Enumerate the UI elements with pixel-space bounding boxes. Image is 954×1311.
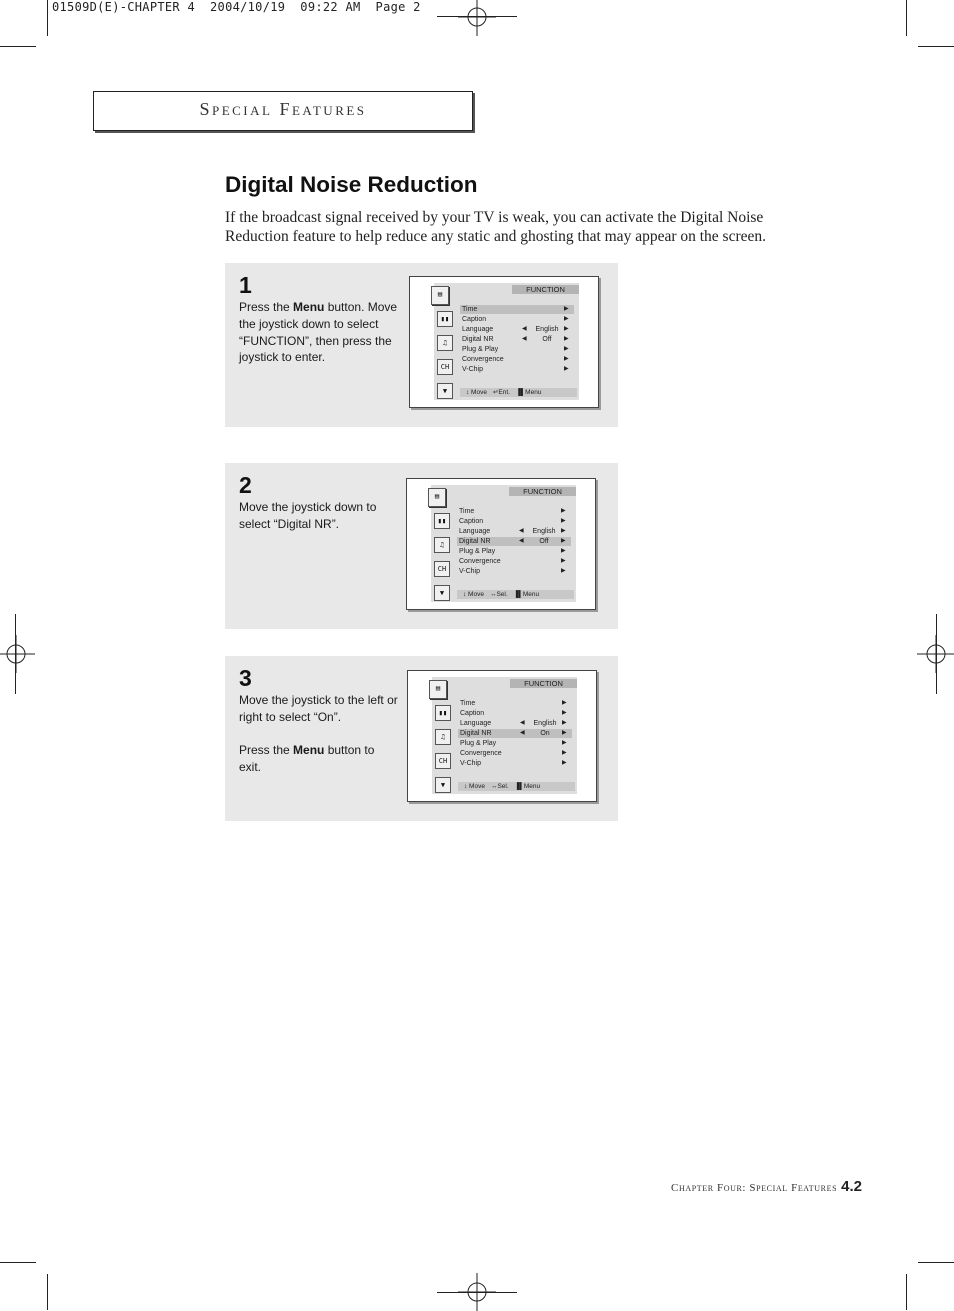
menu-item-vchip: V-Chip ▶ [460, 760, 567, 767]
menu-item-plug-play: Plug & Play ▶ [460, 740, 567, 747]
channel-icon: CH [435, 753, 451, 769]
function-menu [434, 283, 579, 400]
step-1 [225, 263, 618, 427]
menu-item-vchip: V-Chip ▶ [459, 568, 566, 575]
registration-mark-icon [917, 635, 954, 673]
function-menu [432, 677, 577, 794]
page-heading: Digital Noise Reduction [225, 172, 478, 197]
function-icon: ▮▮ [435, 705, 451, 721]
crop-mark [906, 1274, 907, 1310]
section-title: Special Features [199, 99, 367, 119]
step-3 [225, 656, 618, 821]
menu-item-language: Language ◀ English ▶ [460, 720, 567, 727]
picture-icon: ▤ [431, 286, 449, 305]
chapter-label: Chapter Four: Special Features [671, 1182, 838, 1194]
menu-item-plug-play: Plug & Play ▶ [462, 346, 569, 353]
step-number: 2 [239, 472, 252, 498]
menu-item-convergence: Convergence ▶ [460, 750, 567, 757]
menu-item-plug-play: Plug & Play ▶ [459, 548, 566, 555]
menu-item-caption: Caption ▶ [459, 518, 566, 525]
menu-header: FUNCTION [510, 679, 577, 688]
crop-mark [47, 1274, 48, 1310]
crop-mark [906, 0, 907, 36]
intro-paragraph: If the broadcast signal received by your TV is weak, you can activate the Digital Noise Reduction feature to help reduce any static and ghosting that may appear on the screen. [225, 209, 767, 245]
crop-mark [918, 46, 954, 47]
step-2 [225, 463, 618, 629]
step-number: 3 [239, 665, 252, 691]
menu-item-caption: Caption ▶ [462, 316, 569, 323]
channel-icon: CH [434, 561, 450, 577]
registration-mark-icon [458, 0, 496, 36]
menu-item-convergence: Convergence ▶ [459, 558, 566, 565]
menu-icon-column [432, 677, 454, 794]
menu-header: FUNCTION [509, 487, 576, 496]
menu-button-ref: Menu [293, 743, 325, 758]
setup-icon: ▼ [437, 383, 453, 399]
sound-icon: ♫ [434, 537, 450, 553]
menu-button-ref: Menu [293, 300, 325, 314]
menu-header: FUNCTION [512, 285, 579, 294]
menu-item-caption: Caption ▶ [460, 710, 567, 717]
setup-icon: ▼ [434, 585, 450, 601]
picture-icon: ▤ [428, 488, 446, 507]
step-instructions: Move the joystick to the left or right to select “On”. Press the Menu button to exit. [239, 693, 398, 775]
menu-item-language: Language ◀ English ▶ [459, 528, 566, 535]
crop-mark [0, 46, 36, 47]
menu-item-time: Time ▶ [460, 700, 567, 707]
print-slug: 01509D(E)-CHAPTER 4 2004/10/19 09:22 AM Page 2 [52, 0, 421, 14]
menu-item-language: Language ◀ English ▶ [462, 326, 569, 333]
menu-hint-bar: ↕ Move ↵Ent. ▐▌Menu [460, 388, 577, 397]
menu-item-digital-nr: Digital NR ◀ On ▶ [458, 729, 572, 738]
step-instructions: Move the joystick down to select “Digital NR”. [239, 500, 377, 531]
menu-icon-column [431, 485, 453, 602]
menu-item-digital-nr: Digital NR ◀ Off ▶ [462, 336, 569, 343]
menu-hint-bar: ↕ Move ↔Sel. ▐▌Menu [458, 782, 575, 791]
menu-item-time: Time ▶ [459, 508, 566, 515]
function-menu [431, 485, 576, 602]
setup-icon: ▼ [435, 777, 451, 793]
menu-item-digital-nr: Digital NR ◀ Off ▶ [457, 537, 571, 546]
picture-icon: ▤ [429, 680, 447, 699]
step-number: 1 [239, 272, 252, 298]
step-instructions: Press the Menu button. Move the joystick down to select “FUNCTION”, then press the joystick to enter. [239, 300, 398, 365]
crop-mark [918, 1262, 954, 1263]
crop-mark [0, 1262, 36, 1263]
sound-icon: ♫ [435, 729, 451, 745]
function-icon: ▮▮ [434, 513, 450, 529]
menu-item-vchip: V-Chip ▶ [462, 366, 569, 373]
crop-mark [47, 0, 48, 36]
tv-screen-illustration [406, 478, 596, 610]
function-icon: ▮▮ [437, 311, 453, 327]
page-footer [671, 1178, 862, 1195]
section-header [93, 91, 473, 131]
registration-mark-icon [458, 1273, 496, 1311]
channel-icon: CH [437, 359, 453, 375]
menu-icon-column [434, 283, 456, 400]
menu-item-convergence: Convergence ▶ [462, 356, 569, 363]
menu-hint-bar: ↕ Move ↔Sel. ▐▌Menu [457, 590, 574, 599]
menu-item-time: Time ▶ [460, 305, 574, 314]
tv-screen-illustration [407, 670, 597, 802]
registration-mark-icon [0, 635, 35, 673]
page-number: 4.2 [841, 1178, 862, 1195]
tv-screen-illustration [409, 276, 599, 408]
sound-icon: ♫ [437, 335, 453, 351]
